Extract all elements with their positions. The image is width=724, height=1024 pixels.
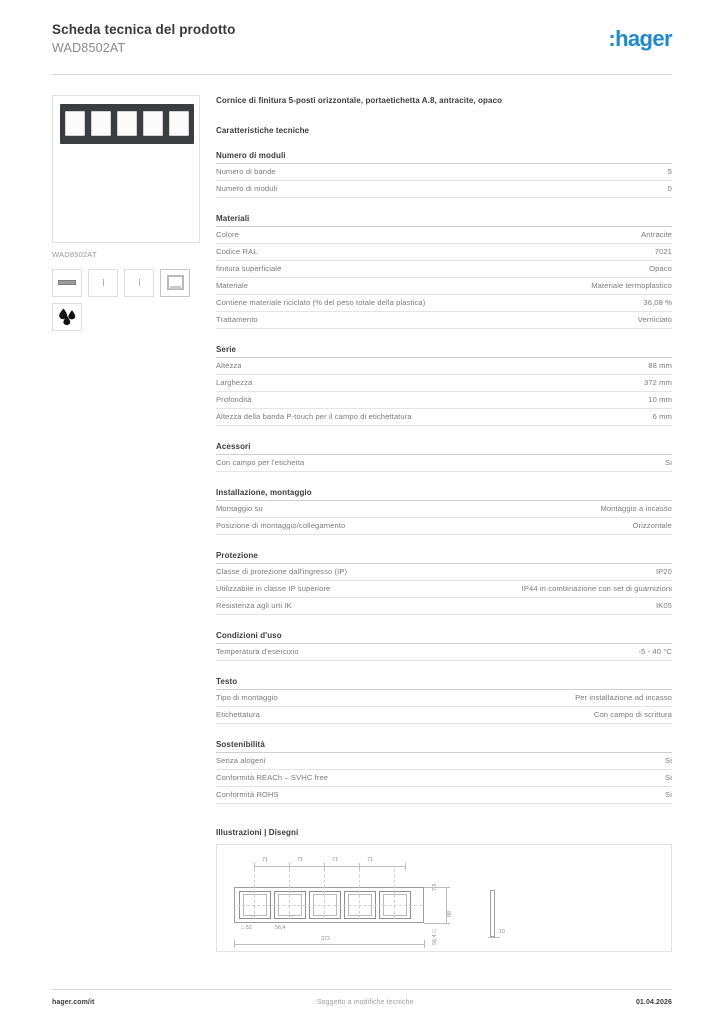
centerline-vertical [324,869,325,919]
dim-cutout-width: 56,4 [275,924,286,931]
spec-key: Trattamento [216,315,258,325]
spec-value: 5 [667,167,672,177]
footer-disclaimer: Soggetto a modifiche tecniche [316,999,414,1006]
dim-tick [424,940,425,948]
spec-row [216,261,672,278]
spec-row [216,753,672,770]
spec-key: Tipo di montaggio [216,693,278,703]
dim-ext-line [424,887,450,888]
spec-row [216,564,672,581]
spec-group [216,442,672,472]
frame-illustration [60,104,194,144]
spec-value: Antracite [641,230,672,240]
centerline-vertical [254,869,255,919]
centerline-vertical [359,869,360,919]
spec-key: Larghezza [216,378,253,388]
spec-key: Altezza [216,361,242,371]
spec-key: Etichettatura [216,710,260,720]
spec-group [216,677,672,724]
content-area [52,75,672,952]
spec-row [216,690,672,707]
dim-line-depth [488,937,500,938]
spec-group-title: Testo [216,677,672,690]
footer-date: 01.04.2026 [635,999,672,1006]
spec-key: Classe di protezione dall'ingresso (IP) [216,567,348,577]
spec-value: 6 mm [652,412,672,422]
spec-value: Con campo di scrittura [593,710,672,720]
spec-key: Posizione di montaggio/collegamento [216,521,346,531]
thumbnail-frame-front[interactable] [52,269,82,297]
spec-key: Conformità REACh – SVHC free [216,773,329,783]
spec-group [216,551,672,615]
spec-value: Montaggio a incasso [600,504,672,514]
spec-row [216,787,672,804]
spec-group [216,631,672,661]
specs-section-title: Caratteristiche tecniche [216,125,310,135]
spec-row [216,770,672,787]
centerline-vertical [394,869,395,919]
spec-row [216,181,672,198]
spec-value: IK05 [655,601,672,611]
product-media-column [52,95,202,952]
spec-key: Utilizzabile in classe IP superiore [216,584,331,594]
centerline-vertical [289,869,290,919]
spec-key: Codice RAL [216,247,258,257]
spec-groups [216,151,672,804]
spec-value: Si [665,756,672,766]
drawings-title: Illustrazioni | Disegni [216,827,299,837]
spec-group-title: Numero di moduli [216,151,672,164]
spec-row [216,581,672,598]
spec-value: IP20 [655,567,672,577]
spec-group-title: Sostenibilità [216,740,672,753]
spec-value: 372 mm [643,378,672,388]
spec-group [216,740,672,804]
spec-key: Numero di moduli [216,184,278,194]
spec-row [216,375,672,392]
frame-cell [143,111,163,136]
dim-line-total [234,944,424,945]
hager-logo: :hager [608,26,672,51]
dim-pitch-3: 71 [332,856,338,863]
dim-cutout-height: 56,4 □ [432,929,438,945]
frame-cell [117,111,137,136]
dim-total-width: 372 [321,935,330,942]
spec-row [216,707,672,724]
dim-pitch-2: 71 [297,856,303,863]
thumbnail-row-secondary [52,303,202,331]
footer-website[interactable]: hager.com/it [52,999,95,1006]
spec-row [216,598,672,615]
side-view-profile [490,890,495,937]
spec-row [216,164,672,181]
thumbnail-waterdrops[interactable] [52,303,82,331]
spec-row [216,518,672,535]
spec-key: Senza alogeni [216,756,266,766]
product-image[interactable] [52,95,200,243]
spec-row [216,244,672,261]
spec-group-title: Acessori [216,442,672,455]
thumbnail-perspective[interactable] [160,269,190,297]
spec-key: Resistenza agli urti IK [216,601,292,611]
thumbnail-side-1[interactable] [88,269,118,297]
spec-row [216,227,672,244]
spec-value: 36,08 % [643,298,672,308]
spec-key: finitura superficiale [216,264,282,274]
spec-group [216,345,672,426]
dim-tick [405,863,406,870]
dim-pitch-4: 71 [367,856,373,863]
spec-key: Con campo per l'etichetta [216,458,305,468]
spec-value: Per installazione ad incasso [575,693,672,703]
spec-value: IP44 in combinazione con set di guarnizioni [521,584,672,594]
frame-cell [65,111,85,136]
spec-row [216,409,672,426]
spec-key: Conformità ROHS [216,790,279,800]
thumbnail-row [52,269,202,297]
spec-value: 10 mm [648,395,672,405]
spec-value: Si [665,773,672,783]
spec-row [216,278,672,295]
spec-value: 7021 [654,247,672,257]
spec-group-title: Condizioni d'uso [216,631,672,644]
technical-drawing [216,844,672,952]
vertical-bar-icon [139,279,140,286]
monitor-icon [167,275,184,290]
spec-key: Temperatura d'esercizio [216,647,299,657]
spec-group [216,151,672,198]
spec-key: Numero di bande [216,167,276,177]
spec-key: Materiale [216,281,249,291]
spec-row [216,501,672,518]
dim-cutout-square: □ 52 [241,924,252,931]
product-code-subtitle: WAD8502AT [52,40,126,55]
spec-row [216,392,672,409]
spec-group [216,214,672,329]
product-image-caption: WAD8502AT [52,249,97,259]
spec-row [216,312,672,329]
dim-depth: 10 [499,928,505,935]
spec-key: Altezza della banda P-touch per il campo di etichettatura [216,412,412,422]
spec-row [216,644,672,661]
spec-row [216,455,672,472]
dim-line-pitch [254,866,406,867]
spec-value: Orizzontale [632,521,672,531]
specifications-column [202,95,672,952]
page-footer [52,989,672,1006]
frame-cell [91,111,111,136]
footer-row [52,990,672,1006]
spec-value: Verniciato [637,315,672,325]
spec-key: Colore [216,230,239,240]
spec-row [216,358,672,375]
spec-group-title: Serie [216,345,672,358]
frame-cell [169,111,189,136]
dim-line-height [446,887,447,923]
spec-value: Materiale termoplastico [591,281,672,291]
spec-key: Contiene materiale riciclato (% del peso totale della plastica) [216,298,426,308]
spec-value: -5 - 40 °C [638,647,672,657]
dim-ext-line [424,923,450,924]
frame-strip-icon [58,280,76,285]
spec-group [216,488,672,535]
dim-tick [234,940,235,948]
spec-group-title: Materiali [216,214,672,227]
spec-key: Profondità [216,395,252,405]
spec-value: Si [665,458,672,468]
page-title: Scheda tecnica del prodotto [52,22,236,37]
dim-height: 88 [447,910,453,917]
water-drops-icon [58,308,77,325]
title-block [52,22,235,57]
spec-value: 0 [667,184,672,194]
thumbnail-side-2[interactable] [124,269,154,297]
product-description: Cornice di finitura 5-posti orizzontale, portaetichetta A.8, antracite, opaco [216,95,503,105]
spec-key: Montaggio su [216,504,263,514]
spec-value: 88 mm [648,361,672,371]
spec-group-title: Protezione [216,551,672,564]
page-header [52,0,672,57]
dim-pitch-1: 71 [262,856,268,863]
spec-value: Si [665,790,672,800]
vertical-bar-icon [103,279,104,286]
spec-row [216,295,672,312]
spec-value: Opaco [649,264,672,274]
spec-group-title: Installazione, montaggio [216,488,672,501]
